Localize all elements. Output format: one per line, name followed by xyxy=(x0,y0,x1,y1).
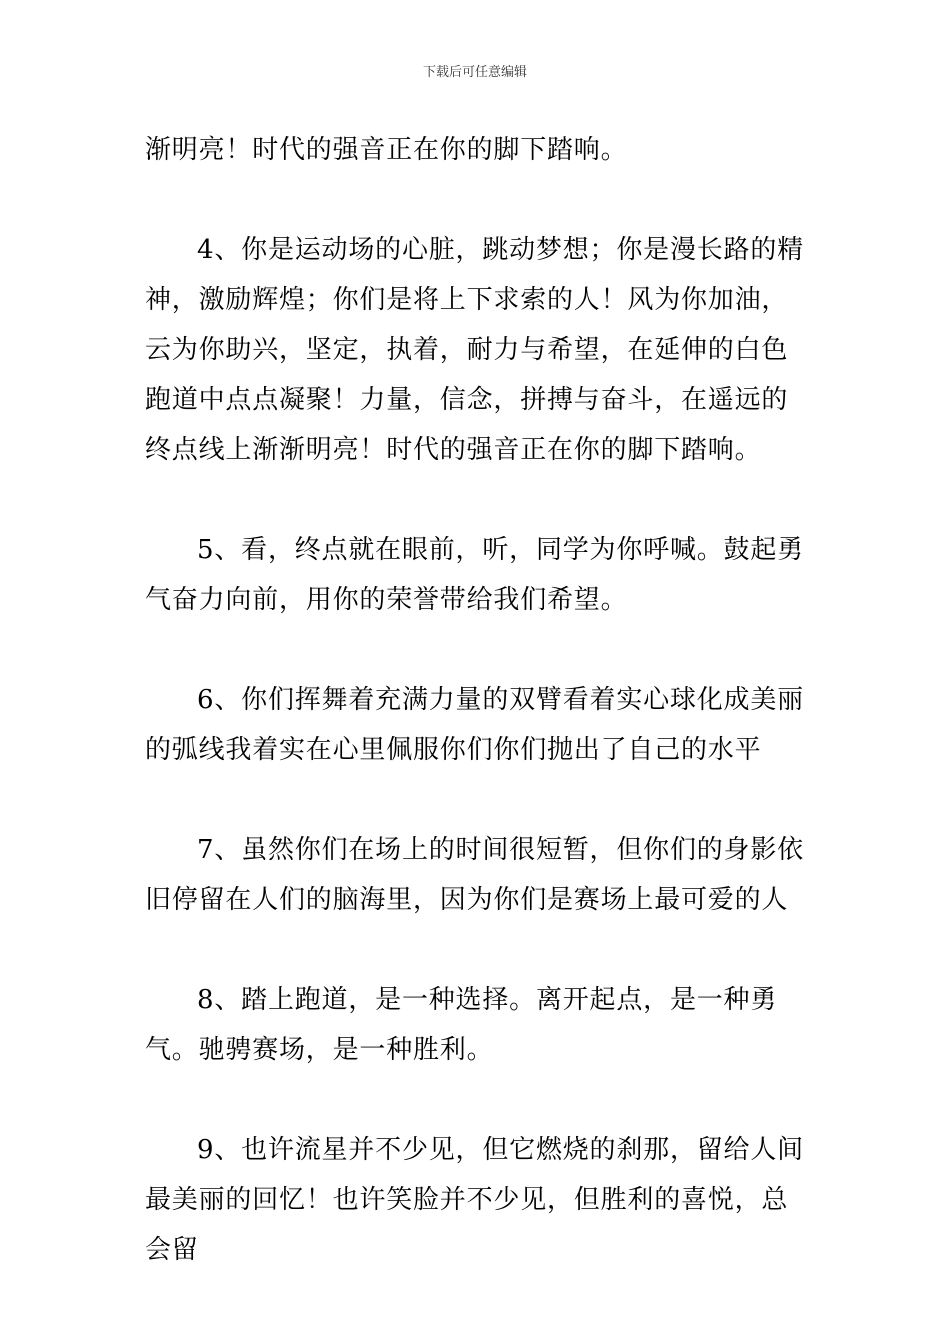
paragraph-item-5: 5、看，终点就在眼前，听，同学为你呼喊。鼓起勇气奋力向前，用你的荣誉带给我们希望。 xyxy=(145,535,804,615)
paragraph-item-7: 7、虽然你们在场上的时间很短暂，但你们的身影依旧停留在人们的脑海里，因为你们是赛场上最可爱的人 xyxy=(145,835,804,915)
paragraph-item-8: 8、踏上跑道，是一种选择。离开起点，是一种勇气。驰骋赛场，是一种胜利。 xyxy=(145,985,778,1065)
paragraph-item-6: 6、你们挥舞着充满力量的双臂看着实心球化成美丽的弧线我着实在心里佩服你们你们抛出了自己的水平 xyxy=(145,685,804,765)
paragraph-item-4: 4、你是运动场的心脏，跳动梦想；你是漫长路的精神，激励辉煌；你们是将上下求索的人！风为你加油，云为你助兴，坚定，执着，耐力与希望，在延伸的白色跑道中点点凝聚！力量，信念，拼搏与奋斗，在遥远的终点线上渐渐明亮！时代的强音正在你的脚下踏响。 xyxy=(145,235,804,465)
document-body xyxy=(145,125,810,1265)
paragraph-continuation: 渐明亮！时代的强音正在你的脚下踏响。 xyxy=(145,135,628,165)
page-header: 下载后可任意编辑 xyxy=(422,65,527,80)
paragraph-item-9: 9、也许流星并不少见，但它燃烧的刹那，留给人间最美丽的回忆！也许笑脸并不少见，但胜利的喜悦，总会留 xyxy=(145,1135,804,1265)
